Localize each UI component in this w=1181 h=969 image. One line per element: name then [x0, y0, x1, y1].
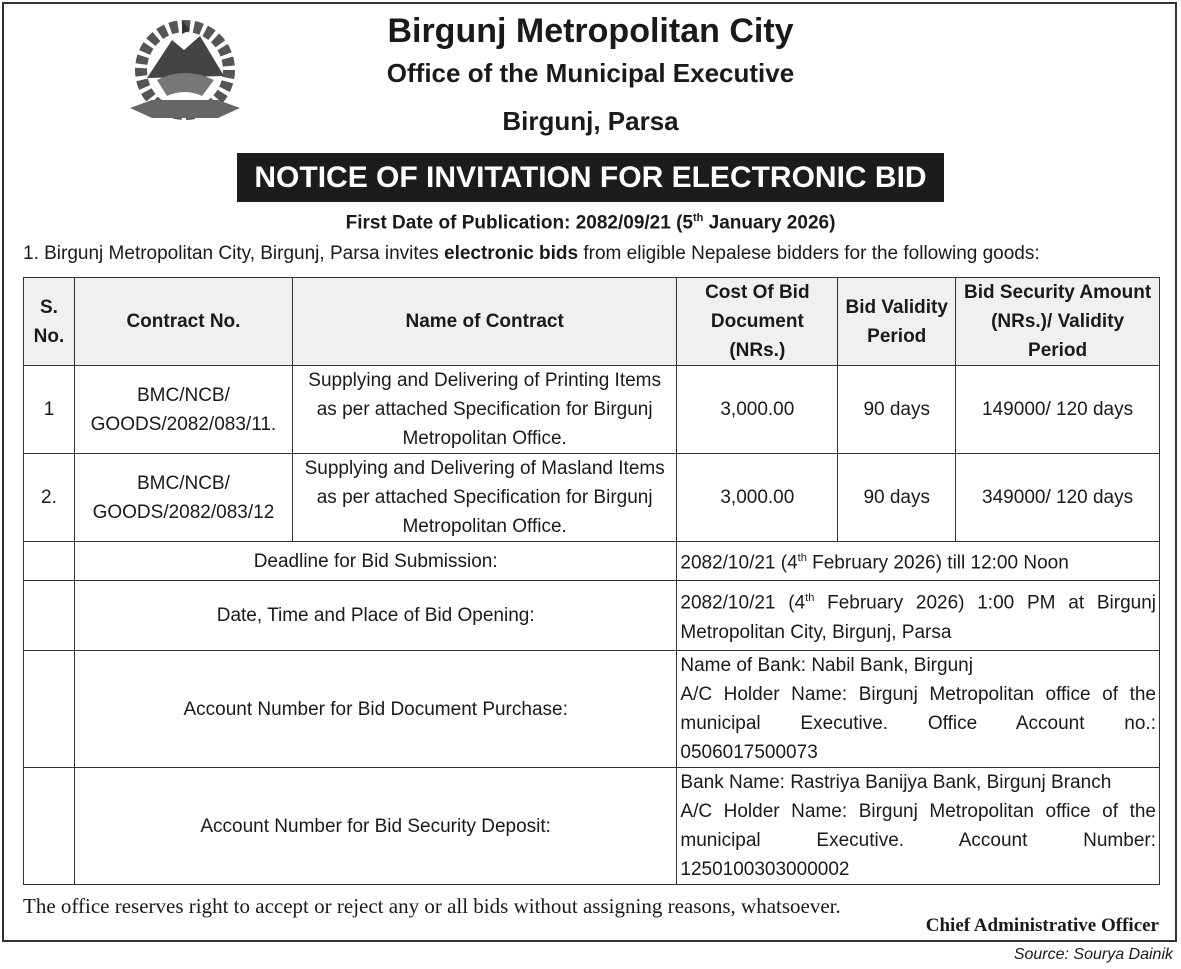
table-row	[24, 454, 1160, 542]
reservation-note: The office reserves right to accept or reject any or all bids without assigning reasons, whatsoever.	[23, 894, 841, 918]
source-credit: Source: Sourya Dainik	[1013, 946, 1173, 963]
table-row	[24, 366, 1160, 454]
bid-document-cost: 3,000.00	[677, 366, 838, 454]
detail-value: Bank Name: Rastriya Banijya Bank, Birgunj Branch A/C Holder Name: Birgunj Metropolitan office of the municipal Executive. Account Number: 1250100303000002	[677, 768, 1160, 885]
bid-table	[23, 277, 1160, 885]
intro-paragraph: 1. Birgunj Metropolitan City, Birgunj, Parsa invites electronic bids from eligible Nepalese bidders for the following goods:	[23, 243, 1040, 264]
signatory: Chief Administrative Officer	[925, 915, 1159, 936]
serial-no: 1	[24, 366, 75, 454]
column-header: Cost Of Bid Document (NRs.)	[677, 278, 838, 366]
detail-row-security-account	[24, 768, 1160, 885]
detail-row-opening	[24, 581, 1160, 651]
detail-row-document-account	[24, 651, 1160, 768]
bid-validity: 90 days	[838, 366, 956, 454]
office-subtitle: Office of the Municipal Executive	[386, 58, 795, 88]
column-header: Bid Validity Period	[838, 278, 956, 366]
contract-no: BMC/NCB/ GOODS/2082/083/12	[74, 454, 292, 542]
column-header: Contract No.	[74, 278, 292, 366]
contract-no: BMC/NCB/ GOODS/2082/083/11.	[74, 366, 292, 454]
detail-value: 2082/10/21 (4th February 2026) 1:00 PM at Birgunj Metropolitan City, Birgunj, Parsa	[677, 581, 1160, 651]
column-header: Name of Contract	[292, 278, 676, 366]
detail-label: Deadline for Bid Submission:	[74, 542, 676, 581]
table-header-row	[24, 278, 1160, 366]
detail-label: Date, Time and Place of Bid Opening:	[74, 581, 676, 651]
serial-no: 2.	[24, 454, 75, 542]
publication-date: First Date of Publication: 2082/09/21 (5th January 2026)	[345, 212, 836, 234]
column-header: S. No.	[24, 278, 75, 366]
bid-security: 349000/ 120 days	[956, 454, 1160, 542]
bid-document-cost: 3,000.00	[677, 454, 838, 542]
city-title: Birgunj Metropolitan City	[387, 12, 794, 50]
bid-validity: 90 days	[838, 454, 956, 542]
bid-security: 149000/ 120 days	[956, 366, 1160, 454]
notice-title: NOTICE OF INVITATION FOR ELECTRONIC BID	[237, 153, 944, 202]
detail-value: 2082/10/21 (4th February 2026) till 12:00 Noon	[677, 542, 1160, 581]
location: Birgunj, Parsa	[502, 106, 679, 136]
column-header: Bid Security Amount (NRs.)/ Validity Period	[956, 278, 1160, 366]
detail-label: Account Number for Bid Document Purchase:	[74, 651, 676, 768]
detail-row-deadline	[24, 542, 1160, 581]
detail-label: Account Number for Bid Security Deposit:	[74, 768, 676, 885]
contract-name: Supplying and Delivering of Masland Items as per attached Specification for Birgunj Metropolitan Office.	[292, 454, 676, 542]
detail-value: Name of Bank: Nabil Bank, Birgunj A/C Holder Name: Birgunj Metropolitan office of the municipal Executive. Office Account no.: 0506017500073	[677, 651, 1160, 768]
contract-name: Supplying and Delivering of Printing Items as per attached Specification for Birgunj Metropolitan Office.	[292, 366, 676, 454]
